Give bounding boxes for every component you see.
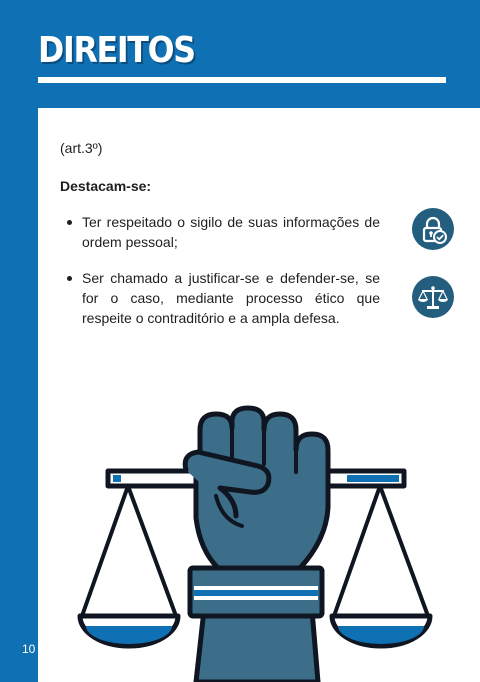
page-number: 10 [22, 642, 36, 656]
article-reference: (art.3º) [60, 140, 103, 156]
raised-fist-scale-illustration [0, 400, 480, 682]
page-title: DIREITOS [38, 30, 195, 71]
privacy-lock-icon [412, 208, 454, 250]
justice-scale-icon [412, 276, 454, 318]
section-subheading: Destacam-se: [60, 178, 152, 194]
list-item [60, 268, 380, 328]
list-item-text: Ter respeitado o sigilo de suas informações de ordem pessoal; [82, 214, 380, 250]
title-underline [38, 77, 446, 83]
rights-list [60, 212, 380, 328]
list-item-text: Ser chamado a justificar-se e defender-se, se for o caso, mediante processo ético que respeite o contraditório e a ampla defesa. [82, 270, 380, 326]
list-item [60, 212, 380, 252]
bullet-icon [67, 276, 72, 281]
bullet-icon [67, 220, 72, 225]
